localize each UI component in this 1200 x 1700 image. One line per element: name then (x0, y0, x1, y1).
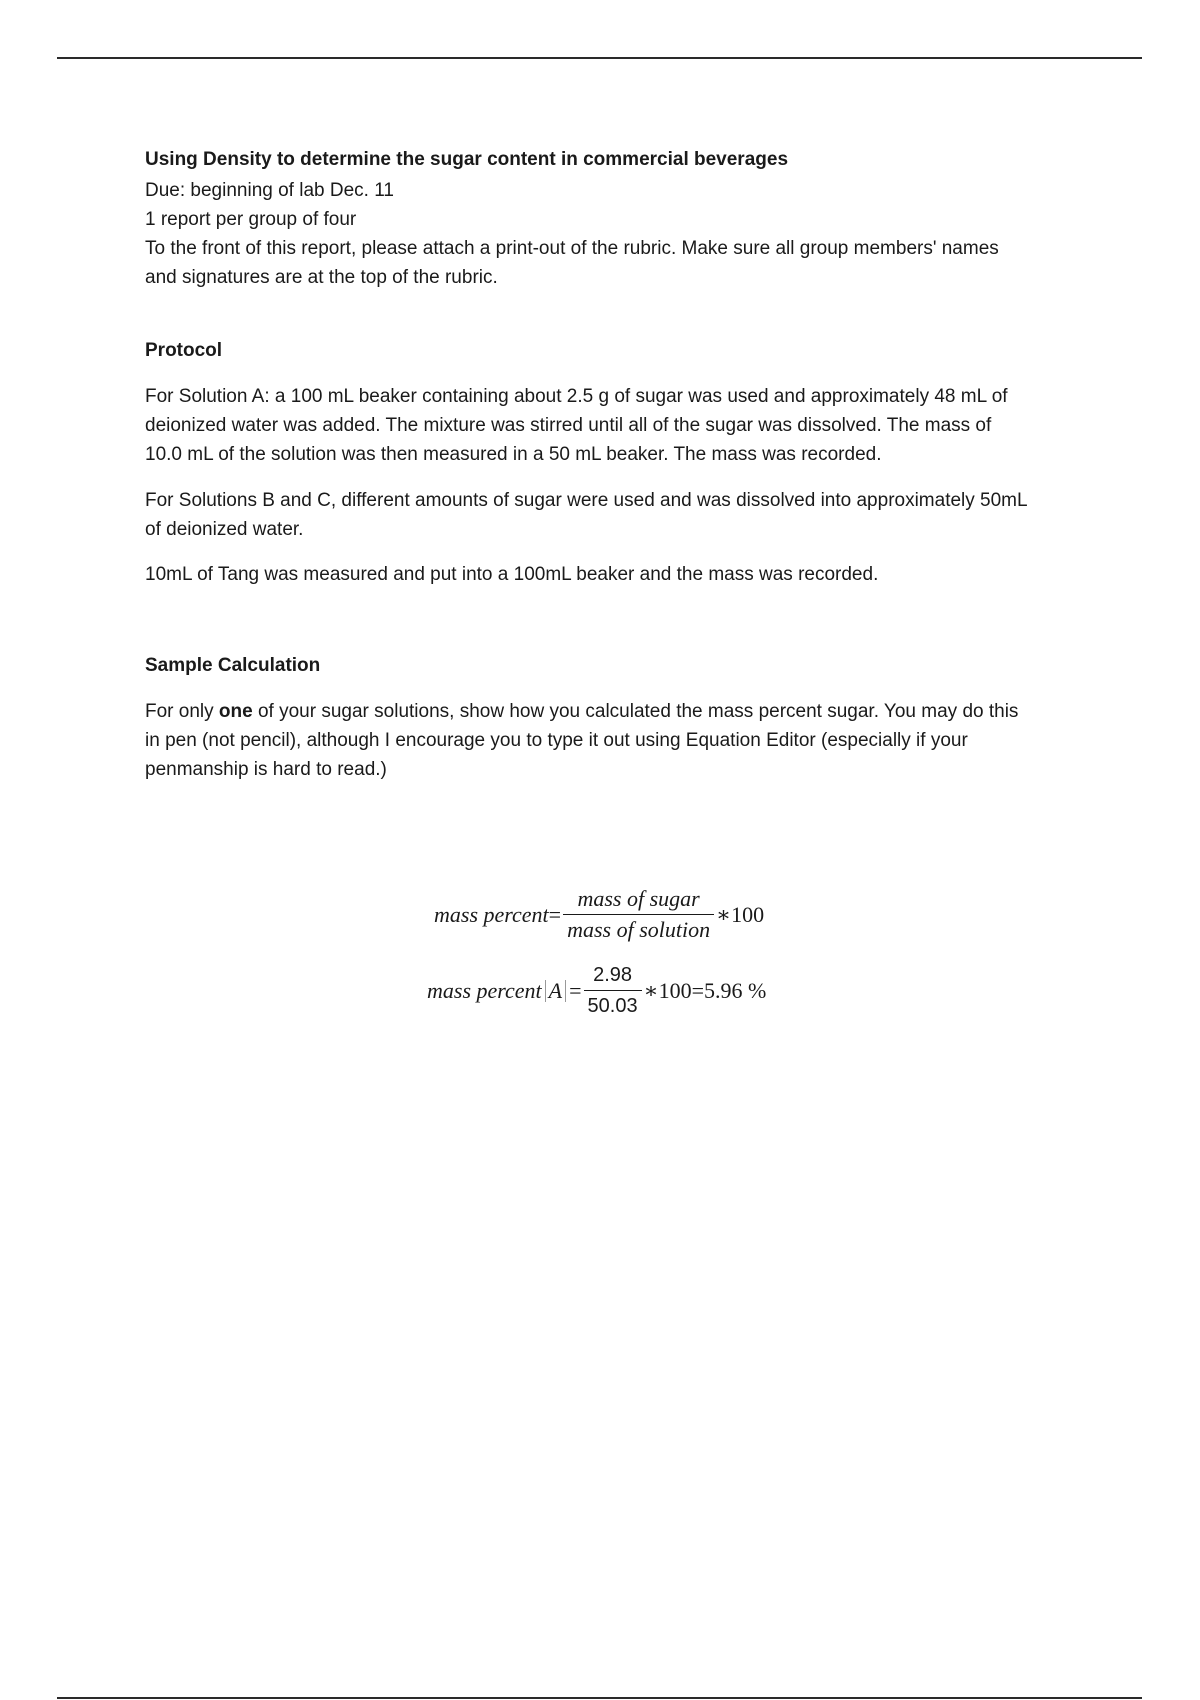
sample-calc-line-3: penmanship is hard to read.) (145, 759, 387, 780)
header-rule (57, 57, 1142, 59)
protocol-p2-line-1: For Solutions B and C, different amounts of sugar were used and was dissolved into approximately 50mL (145, 490, 1028, 511)
sample-calc-line-1-post: of your sugar solutions, show how you calculated the mass percent sugar. You may do this (252, 701, 1019, 722)
eq2-right-bracket (565, 980, 566, 1002)
eq2-lhs: mass percent (427, 977, 542, 1003)
eq1-numerator: mass of sugar (563, 886, 714, 915)
protocol-p1-line-2: deionized water was added. The mixture was stirred until all of the sugar was dissolved. The mass of (145, 415, 992, 436)
intro-rubric-line-1: To the front of this report, please attach a print-out of the rubric. Make sure all group members' names (145, 238, 999, 259)
eq2-equals: = (569, 977, 582, 1003)
protocol-p1-line-1: For Solution A: a 100 mL beaker containing about 2.5 g of sugar was used and approximately 48 mL of (145, 386, 1008, 407)
protocol-paragraph-2 (145, 486, 1095, 544)
eq2-multiplier: ∗100 (643, 977, 692, 1003)
eq2-numerator: 2.98 (584, 962, 642, 991)
intro-rubric-line-2: and signatures are at the top of the rubric. (145, 267, 498, 288)
protocol-p1-line-3: 10.0 mL of the solution was then measured in a 50 mL beaker. The mass was recorded. (145, 444, 882, 465)
eq2-fraction (584, 962, 642, 1019)
sample-calculation-paragraph (145, 697, 1095, 784)
eq2-left-bracket (545, 980, 546, 1002)
sample-calc-line-1-pre: For only (145, 701, 219, 722)
equation-mass-percent-solution-a (427, 962, 766, 1019)
protocol-paragraph-1 (145, 382, 1095, 469)
sample-calc-line-1 (145, 697, 1095, 726)
eq1-denominator: mass of solution (567, 917, 711, 942)
intro-block (145, 176, 1095, 292)
eq2-denominator: 50.03 (587, 995, 638, 1017)
footer-rule (57, 1697, 1142, 1699)
intro-due-line: Due: beginning of lab Dec. 11 (145, 180, 394, 201)
protocol-p3-line-1: 10mL of Tang was measured and put into a 100mL beaker and the mass was recorded. (145, 564, 879, 585)
document-title: Using Density to determine the sugar content in commercial beverages (145, 149, 789, 170)
eq1-multiplier: ∗100 (716, 901, 765, 927)
eq2-argument: A (548, 977, 563, 1003)
eq2-result: =5.96 % (691, 977, 767, 1003)
eq1-lhs: mass percent (434, 901, 549, 927)
sample-calc-emphasis: one (218, 701, 253, 722)
intro-group-line: 1 report per group of four (145, 209, 357, 230)
sample-calculation-heading: Sample Calculation (145, 655, 321, 676)
protocol-heading: Protocol (145, 340, 223, 361)
eq1-equals: = (548, 901, 562, 927)
eq1-fraction (563, 886, 714, 943)
equation-mass-percent-formula (434, 886, 764, 943)
protocol-p2-line-2: of deionized water. (145, 519, 304, 540)
protocol-paragraph-3 (145, 560, 1095, 589)
sample-calc-line-2: in pen (not pencil), although I encourage you to type it out using Equation Editor (especially if your (145, 730, 968, 751)
